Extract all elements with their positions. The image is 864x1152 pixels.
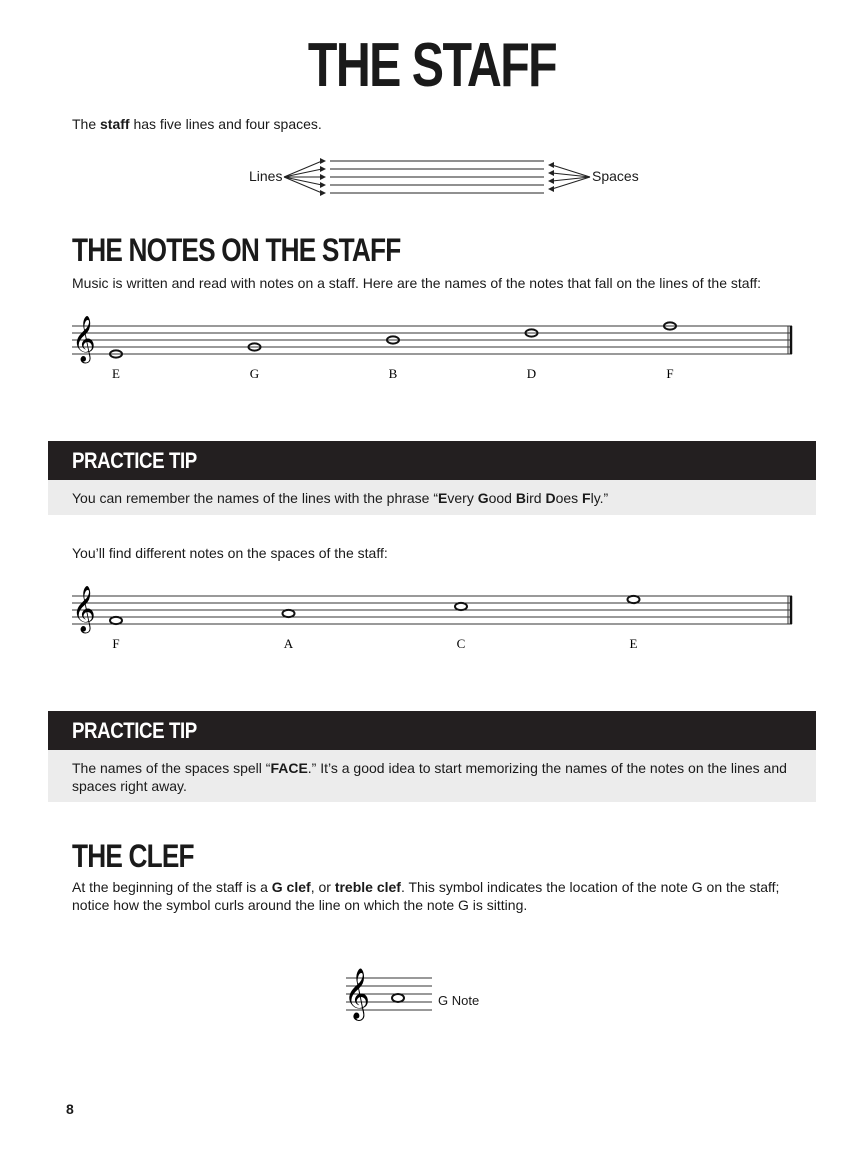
tip2-text: The names of the spaces spell “FACE.” It’s a good idea to start memorizing the names of the notes on the lines and spaces right away. xyxy=(72,760,787,794)
tip1-title: PRACTICE TIP xyxy=(72,448,197,473)
intro-pre: The xyxy=(72,116,101,132)
tip1-text: You can remember the names of the lines with the phrase “Every Good Bird Does Fly.” xyxy=(72,490,609,506)
staff-lines-spaces-diagram xyxy=(280,155,600,200)
intro-post: has five lines and four spaces. xyxy=(129,116,322,132)
intro-text xyxy=(72,115,322,133)
tip1-body xyxy=(48,480,816,515)
clef-text: At the beginning of the staff is a G clef, or treble clef. This symbol indicates the location of the note G on the staff; notice how the symbol curls around the line on which the note G is sitting. xyxy=(72,879,780,913)
note-label-F: F xyxy=(112,636,120,651)
tip2-title: PRACTICE TIP xyxy=(72,718,197,743)
whole-note-C xyxy=(455,603,467,610)
tip2-body xyxy=(48,750,816,802)
note-label-B: B xyxy=(388,366,398,381)
note-label-F: F xyxy=(666,366,674,381)
space-notes-staff xyxy=(70,582,798,657)
treble-clef-icon: 𝄞 xyxy=(72,586,96,631)
g-whole-note xyxy=(392,994,404,1002)
note-label-E: E xyxy=(112,366,120,381)
whole-note-F xyxy=(110,617,122,624)
spaces-text: You’ll find different notes on the spaces of the staff: xyxy=(72,545,388,561)
whole-note-A xyxy=(283,610,295,617)
g-note-staff xyxy=(344,962,444,1024)
page-number: 8 xyxy=(66,1101,74,1117)
treble-clef-icon: 𝄞 xyxy=(72,316,96,361)
note-label-G: G xyxy=(249,366,260,381)
note-label-D: D xyxy=(526,366,537,381)
treble-clef-icon: 𝄞 xyxy=(344,969,371,1018)
g-note-label: G Note xyxy=(438,993,480,1008)
notes-text: Music is written and read with notes on a staff. Here are the names of the notes that fall on the lines of the staff: xyxy=(72,275,761,291)
intro-bold: staff xyxy=(100,116,130,132)
spaces-label: Spaces xyxy=(592,168,639,184)
note-label-A: A xyxy=(283,636,294,651)
whole-note-E xyxy=(628,596,640,603)
notes-heading: THE NOTES ON THE STAFF xyxy=(72,232,401,268)
note-label-E: E xyxy=(629,636,638,651)
line-notes-staff xyxy=(70,312,798,387)
note-label-C: C xyxy=(456,636,466,651)
lines-label: Lines xyxy=(249,168,283,184)
page-title: THE STAFF xyxy=(307,31,557,100)
clef-heading: THE CLEF xyxy=(72,838,194,874)
